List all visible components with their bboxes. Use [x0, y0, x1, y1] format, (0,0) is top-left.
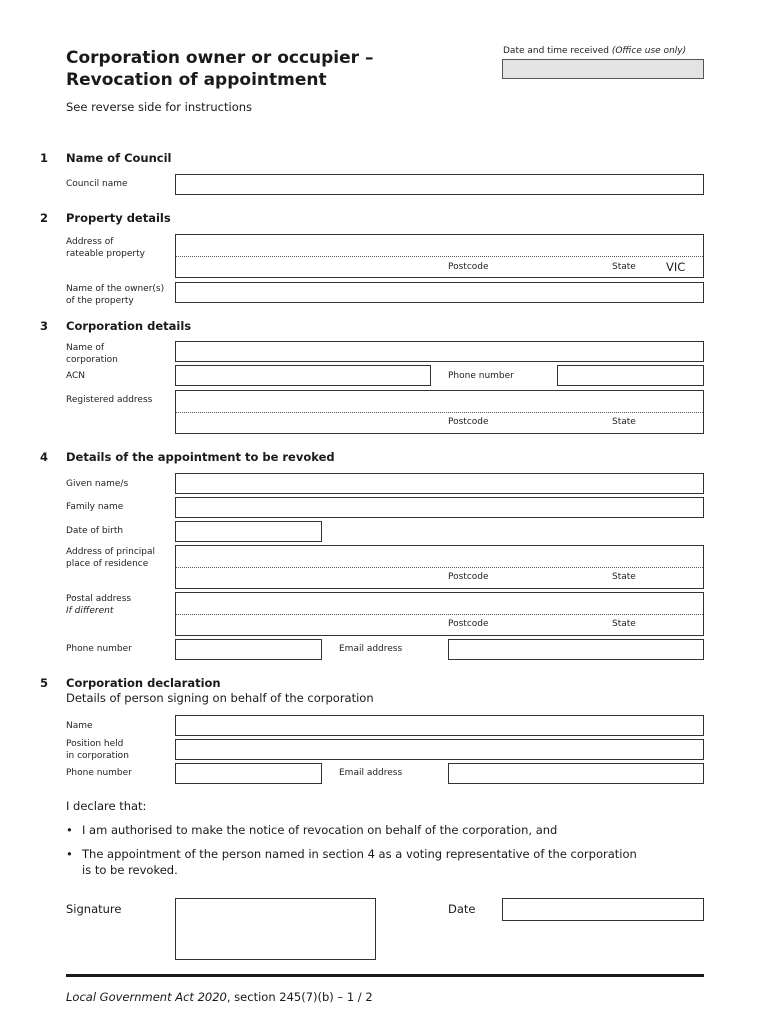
section-5-title: Corporation declaration	[66, 676, 221, 690]
rateable-address-input[interactable]	[175, 234, 704, 278]
section-4-title: Details of the appointment to be revoked	[66, 450, 335, 464]
registered-postcode-label: Postcode	[448, 417, 489, 427]
position-held-label-line1: Position held	[66, 739, 124, 749]
principal-postcode-label: Postcode	[448, 572, 489, 582]
dob-input[interactable]	[175, 521, 322, 542]
owner-name-input[interactable]	[175, 282, 704, 303]
family-name-label: Family name	[66, 502, 124, 512]
principal-state-label: State	[612, 572, 636, 582]
owner-name-label-line2: of the property	[66, 296, 134, 306]
postal-state-label: State	[612, 619, 636, 629]
section-2-number: 2	[40, 211, 49, 225]
given-names-label: Given name/s	[66, 479, 129, 489]
declaration-bullet-1-text: I am authorised to make the notice of revocation on behalf of the corporation, and	[82, 823, 558, 837]
dob-label: Date of birth	[66, 526, 124, 536]
rateable-state-label: State	[612, 262, 636, 272]
bullet-1-marker: •	[66, 823, 73, 837]
declaration-bullet-2-line2: is to be revoked.	[82, 863, 178, 877]
corporation-name-label-line1: Name of	[66, 343, 105, 353]
postal-postcode-label: Postcode	[448, 619, 489, 629]
registered-state-label: State	[612, 417, 636, 427]
footer-citation	[66, 990, 373, 1004]
rateable-state-value: VIC	[666, 260, 686, 274]
rateable-postcode-label: Postcode	[448, 262, 489, 272]
declaration-bullet-2-line1: The appointment of the person named in section 4 as a voting representative of the corporation	[82, 847, 637, 861]
signer-email-input[interactable]	[448, 763, 704, 784]
council-name-label: Council name	[66, 179, 128, 189]
principal-address-label	[66, 546, 155, 570]
principal-address-label-line1: Address of principal	[66, 547, 156, 557]
form-title	[66, 47, 373, 91]
principal-address-label-line2: place of residence	[66, 559, 149, 569]
acn-input[interactable]	[175, 365, 431, 386]
registered-address-input[interactable]	[175, 390, 704, 434]
postal-address-divider	[176, 614, 703, 615]
registered-address-divider	[176, 412, 703, 413]
section-1-title: Name of Council	[66, 151, 172, 165]
section-3-number: 3	[40, 319, 49, 333]
rateable-address-label-line2: rateable property	[66, 249, 145, 259]
declaration-bullet-2-text	[82, 846, 637, 878]
principal-address-input[interactable]	[175, 545, 704, 589]
registered-address-label: Registered address	[66, 395, 153, 405]
appointee-phone-label: Phone number	[66, 644, 132, 654]
footer-rule	[66, 974, 704, 977]
postal-address-label-line1: Postal address	[66, 594, 132, 604]
family-name-input[interactable]	[175, 497, 704, 518]
rateable-address-divider	[176, 256, 703, 257]
corporation-name-input[interactable]	[175, 341, 704, 362]
form-title-line1: Corporation owner or occupier –	[66, 48, 374, 68]
section-2-title: Property details	[66, 211, 171, 225]
section-5-number: 5	[40, 676, 49, 690]
appointee-phone-input[interactable]	[175, 639, 322, 660]
position-held-input[interactable]	[175, 739, 704, 760]
signer-name-label: Name	[66, 721, 93, 731]
principal-address-divider	[176, 567, 703, 568]
office-use-label-italic: (Office use only)	[611, 46, 687, 56]
declaration-intro: I declare that:	[66, 799, 147, 813]
owner-name-label-line1: Name of the owner(s)	[66, 284, 165, 294]
acn-label: ACN	[66, 371, 86, 381]
date-label: Date	[448, 902, 476, 916]
office-use-label	[503, 45, 686, 57]
signer-phone-input[interactable]	[175, 763, 322, 784]
postal-address-label	[66, 593, 131, 617]
declaration-bullet-1	[66, 822, 73, 838]
signer-email-label: Email address	[339, 768, 403, 778]
position-held-label-line2: in corporation	[66, 751, 129, 761]
signer-phone-label: Phone number	[66, 768, 132, 778]
section-1-number: 1	[40, 151, 49, 165]
postal-address-label-line2: If different	[66, 606, 114, 616]
section-3-title: Corporation details	[66, 319, 192, 333]
form-title-line2: Revocation of appointment	[66, 70, 327, 90]
form-subtitle: See reverse side for instructions	[66, 100, 253, 114]
corporation-name-label-line2: corporation	[66, 355, 118, 365]
corporation-name-label	[66, 342, 118, 366]
corporation-phone-input[interactable]	[557, 365, 704, 386]
rateable-address-label-line1: Address of	[66, 237, 114, 247]
signature-field[interactable]	[175, 898, 376, 960]
appointee-email-label: Email address	[339, 644, 403, 654]
signer-name-input[interactable]	[175, 715, 704, 736]
postal-address-input[interactable]	[175, 592, 704, 636]
signature-label: Signature	[66, 902, 122, 916]
office-use-field	[502, 59, 704, 79]
bullet-2-marker: •	[66, 847, 73, 861]
section-4-number: 4	[40, 450, 49, 464]
appointee-email-input[interactable]	[448, 639, 704, 660]
corporation-phone-label: Phone number	[448, 371, 514, 381]
owner-name-label	[66, 283, 164, 307]
footer-section-page: , section 245(7)(b) – 1 / 2	[226, 990, 373, 1004]
given-names-input[interactable]	[175, 473, 704, 494]
office-use-label-text: Date and time received	[503, 46, 612, 56]
position-held-label	[66, 738, 129, 762]
declaration-bullet-2	[66, 846, 73, 862]
footer-act-name: Local Government Act 2020	[66, 990, 227, 1004]
rateable-address-label	[66, 236, 145, 260]
council-name-input[interactable]	[175, 174, 704, 195]
date-input[interactable]	[502, 898, 704, 921]
section-5-subtitle: Details of person signing on behalf of the corporation	[66, 691, 374, 705]
